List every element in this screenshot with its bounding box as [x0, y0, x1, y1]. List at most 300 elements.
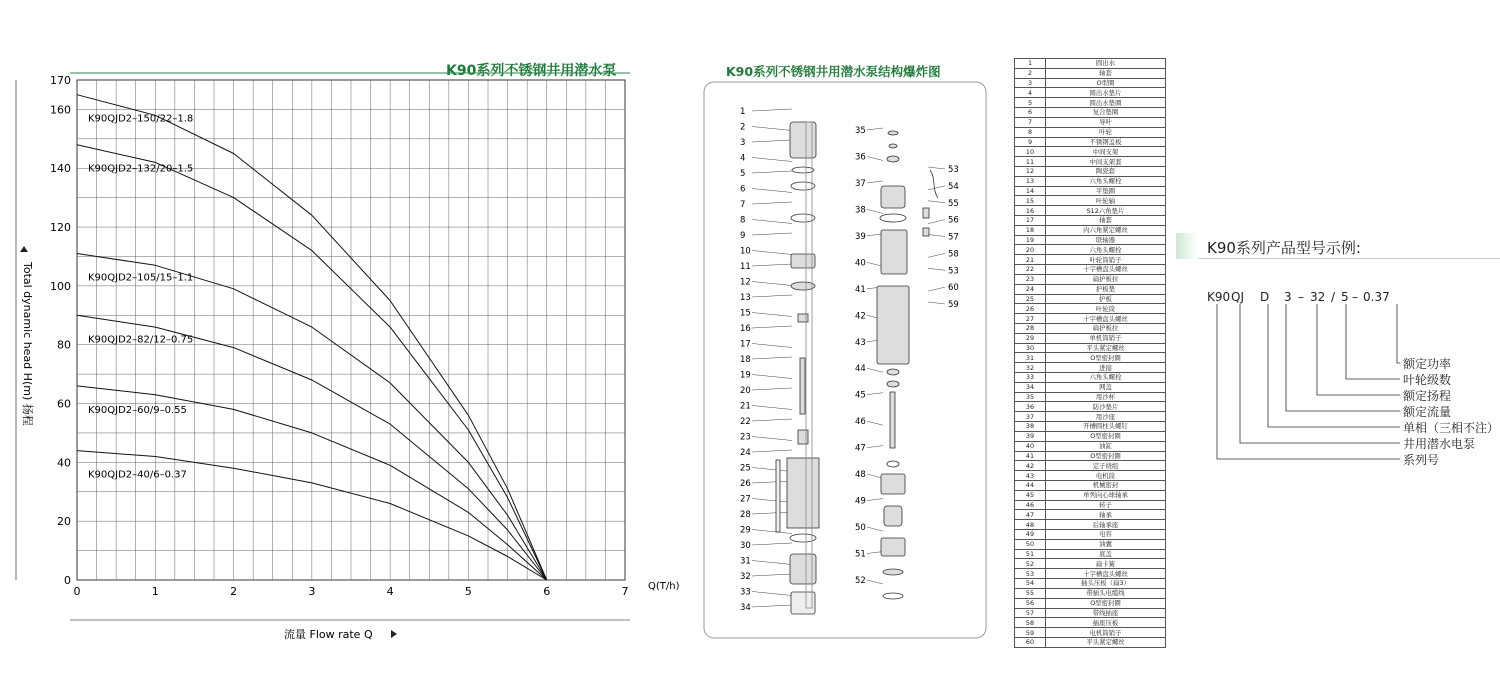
part-name-cell: 复合垫圈 [1046, 108, 1166, 118]
part-number-cell: 47 [1015, 510, 1046, 520]
part-number-cell: 38 [1015, 422, 1046, 432]
leader-line [752, 406, 792, 410]
leader-line [752, 326, 792, 328]
part-number-cell: 24 [1015, 284, 1046, 294]
leader-line [752, 437, 792, 441]
part-label: 21 [740, 401, 751, 412]
leader-line [928, 287, 945, 291]
part-name-cell: 六角头螺栓 [1046, 245, 1166, 255]
part-number-cell: 39 [1015, 431, 1046, 441]
part-name-cell: 叶轮轴 [1046, 196, 1166, 206]
part-label: 45 [855, 390, 866, 401]
part-name-cell: O型密封圈 [1046, 451, 1166, 461]
model-example-accent [1176, 233, 1198, 259]
part-label: 53 [948, 165, 959, 175]
part-label: 15 [740, 308, 751, 319]
table-row [1015, 333, 1166, 343]
part-name-cell: S12六角垫片 [1046, 206, 1166, 216]
part-label: 4 [740, 153, 746, 164]
series-label: K90QJD2–105/15–1.1 [88, 272, 194, 284]
table-row [1015, 451, 1166, 461]
y-tick-label: 100 [50, 279, 71, 293]
part-label: 40 [855, 258, 866, 269]
part-label: 18 [740, 355, 751, 365]
part-number-cell: 34 [1015, 382, 1046, 392]
part-number-cell: 60 [1015, 637, 1046, 647]
part-number-cell: 10 [1015, 147, 1046, 157]
table-row [1015, 255, 1166, 265]
part-label: 24 [740, 448, 751, 458]
model-code-part: – [1352, 290, 1358, 304]
part-label: 34 [740, 603, 751, 613]
part-label: 53 [948, 266, 959, 277]
part-label: 60 [948, 283, 959, 294]
part-number-cell: 49 [1015, 530, 1046, 540]
leader-line [752, 140, 792, 142]
part-label: 5 [740, 169, 746, 179]
table-row [1015, 480, 1166, 490]
part-name-cell: 十字槽盘头螺丝 [1046, 265, 1166, 275]
model-code-part: 3 [1284, 290, 1292, 304]
leader-line [752, 313, 792, 317]
part-name-cell: 联轴器 [1046, 235, 1166, 245]
model-code-part: K90 [1207, 290, 1231, 304]
table-row [1015, 353, 1166, 363]
part-name-cell: O型密封圈 [1046, 431, 1166, 441]
part-number-cell: 14 [1015, 186, 1046, 196]
part-number-cell: 18 [1015, 225, 1046, 235]
part-label: 16 [740, 324, 751, 334]
leader-line [928, 201, 945, 203]
leader-line [867, 128, 883, 130]
leader-line [752, 109, 792, 111]
part-number-cell: 9 [1015, 137, 1046, 147]
part-name-cell: 轴套 [1046, 216, 1166, 226]
part-number-cell: 31 [1015, 353, 1046, 363]
part-label: 52 [855, 576, 866, 586]
chart-grid [77, 80, 625, 580]
part-number-cell: 19 [1015, 235, 1046, 245]
table-row [1015, 166, 1166, 176]
leader-line [752, 344, 792, 348]
part-label: 3 [740, 138, 746, 148]
y-tick-label: 0 [64, 574, 71, 587]
part-label: 17 [740, 339, 751, 350]
pump-parts-left [776, 122, 819, 614]
part-name-cell: 插座压板 [1046, 618, 1166, 628]
y-tick-label: 80 [57, 338, 71, 352]
part-name-cell: 叶轮筒销子 [1046, 255, 1166, 265]
part-name-cell: 进接 [1046, 363, 1166, 373]
leader-line [752, 574, 792, 576]
table-row [1015, 363, 1166, 373]
y-tick-label: 20 [57, 515, 71, 529]
part-label: 54 [948, 181, 959, 192]
part-number-cell: 4 [1015, 88, 1046, 98]
part-label: 58 [948, 249, 959, 260]
part-name-cell: 平头紧定螺丝 [1046, 343, 1166, 353]
part-number-cell: 7 [1015, 117, 1046, 127]
leader-line [867, 499, 883, 501]
table-row [1015, 608, 1166, 618]
part-number-cell: 8 [1015, 127, 1046, 137]
table-row [1015, 265, 1166, 275]
part-label: 23 [740, 432, 751, 443]
part-name-cell: 陶瓷套 [1046, 166, 1166, 176]
chart-title: K90系列不锈钢井用潜水泵 [446, 63, 617, 79]
part-name-cell: 带插头电缆线 [1046, 588, 1166, 598]
table-row [1015, 471, 1166, 481]
part-number-cell: 59 [1015, 628, 1046, 638]
part-number-cell: 17 [1015, 216, 1046, 226]
part-label: 13 [740, 293, 751, 303]
part-label: 27 [740, 494, 751, 505]
model-code-part: – [1298, 290, 1304, 304]
table-row [1015, 569, 1166, 579]
leader-line [867, 474, 883, 478]
part-number-cell: 16 [1015, 206, 1046, 216]
table-row [1015, 78, 1166, 88]
y-axis-label: Total dynamic head H(m) 扬程 [21, 262, 34, 426]
model-legend-label: 单相（三相不注） [1403, 421, 1500, 435]
part-label: 9 [740, 231, 746, 241]
part-number-cell: 35 [1015, 392, 1046, 402]
table-row [1015, 59, 1166, 69]
table-row [1015, 294, 1166, 304]
part-name-cell: 叶轮筒 [1046, 304, 1166, 314]
part-label: 26 [740, 479, 751, 489]
table-row [1015, 500, 1166, 510]
part-label: 57 [948, 232, 959, 243]
table-row [1015, 461, 1166, 471]
leader-line [867, 580, 883, 584]
part-name-cell: 六角头螺栓 [1046, 176, 1166, 186]
series-label: K90QJD2–60/9–0.55 [88, 404, 187, 416]
part-name-cell: 轴承 [1046, 510, 1166, 520]
part-name-cell: 十字槽盘头螺丝 [1046, 314, 1166, 324]
leader-line [928, 235, 945, 237]
table-row [1015, 68, 1166, 78]
part-number-cell: 20 [1015, 245, 1046, 255]
leader-line [928, 302, 945, 304]
part-label: 19 [740, 370, 751, 381]
part-name-cell: 轴套 [1046, 68, 1166, 78]
part-label: 37 [855, 178, 866, 189]
part-name-cell: 圆出水 [1046, 59, 1166, 69]
part-label: 25 [740, 463, 751, 474]
table-row [1015, 176, 1166, 186]
leader-line [752, 530, 792, 534]
part-name-cell: 中间支架 [1046, 147, 1166, 157]
table-row [1015, 343, 1166, 353]
model-legend-label: 额定流量 [1403, 405, 1452, 419]
part-name-cell: 单列向心球轴承 [1046, 490, 1166, 500]
y-tick-label: 40 [57, 456, 71, 470]
part-name-cell: 甩沙杯 [1046, 392, 1166, 402]
part-name-cell: 甩沙座 [1046, 412, 1166, 422]
table-row [1015, 186, 1166, 196]
leader-line [867, 421, 883, 425]
part-label: 41 [855, 284, 866, 295]
part-number-cell: 56 [1015, 598, 1046, 608]
part-number-cell: 32 [1015, 363, 1046, 373]
table-row [1015, 108, 1166, 118]
part-label: 28 [740, 510, 751, 520]
y-tick-label: 140 [50, 162, 71, 176]
x-tick-label: 0 [73, 585, 81, 598]
table-row [1015, 579, 1166, 589]
part-number-cell: 33 [1015, 373, 1046, 383]
table-row [1015, 382, 1166, 392]
part-name-cell: 护板 [1046, 294, 1166, 304]
model-bracket-lines [1180, 300, 1420, 470]
part-label: 7 [740, 200, 746, 210]
part-number-cell: 50 [1015, 539, 1046, 549]
part-name-cell: 转子 [1046, 500, 1166, 510]
table-row [1015, 373, 1166, 383]
table-row [1015, 549, 1166, 559]
exploded-view-title: K90系列不锈钢井用潜水泵结构爆炸图 [726, 64, 941, 79]
leader-line [752, 171, 792, 173]
right-part-labels [928, 165, 959, 310]
part-name-cell: 导叶 [1046, 117, 1166, 127]
part-number-cell: 21 [1015, 255, 1046, 265]
leader-line [928, 268, 945, 270]
table-row [1015, 127, 1166, 137]
part-name-cell: 六角头螺栓 [1046, 373, 1166, 383]
part-number-cell: 52 [1015, 559, 1046, 569]
part-number-cell: 26 [1015, 304, 1046, 314]
part-label: 33 [740, 587, 751, 598]
model-legend-label: 系列号 [1403, 453, 1440, 467]
model-example-rule [1198, 258, 1500, 259]
part-label: 47 [855, 443, 866, 454]
part-label: 32 [740, 572, 751, 582]
part-number-cell: 37 [1015, 412, 1046, 422]
part-label: 49 [855, 496, 866, 507]
part-name-cell: 内六角紧定螺丝 [1046, 225, 1166, 235]
part-name-cell: 油缸 [1046, 441, 1166, 451]
leader-line [752, 189, 792, 193]
x-tick-label: 1 [151, 585, 159, 598]
y-tick-label: 160 [50, 103, 71, 117]
left-part-labels [740, 107, 792, 613]
part-number-cell: 13 [1015, 176, 1046, 186]
model-legend-label: 井用潜水电泵 [1403, 437, 1476, 451]
part-label: 30 [740, 541, 751, 551]
part-name-cell: 圆出水垫圈 [1046, 98, 1166, 108]
series-label: K90QJD2–150/22–1.8 [88, 113, 194, 125]
table-row [1015, 637, 1166, 647]
table-row [1015, 304, 1166, 314]
leader-line [752, 295, 792, 297]
table-row [1015, 206, 1166, 216]
part-number-cell: 41 [1015, 451, 1046, 461]
leader-line [867, 446, 883, 448]
part-name-cell: 电容 [1046, 530, 1166, 540]
table-row [1015, 157, 1166, 167]
table-row [1015, 137, 1166, 147]
leader-line [867, 262, 883, 266]
part-label: 8 [740, 215, 746, 226]
part-name-cell: 单机筒销子 [1046, 333, 1166, 343]
part-number-cell: 44 [1015, 480, 1046, 490]
y-tick-label: 120 [50, 221, 71, 235]
part-number-cell: 36 [1015, 402, 1046, 412]
part-label: 44 [855, 364, 866, 375]
part-name-cell: 防沙垫片 [1046, 402, 1166, 412]
part-name-cell: 网盖 [1046, 382, 1166, 392]
model-legend-label: 叶轮级数 [1403, 373, 1452, 387]
leader-line [867, 552, 883, 554]
leader-line [752, 592, 792, 596]
part-number-cell: 12 [1015, 166, 1046, 176]
pump-parts-mid [806, 122, 938, 608]
part-label: 2 [740, 122, 746, 133]
table-row [1015, 216, 1166, 226]
table-row [1015, 618, 1166, 628]
part-number-cell: 25 [1015, 294, 1046, 304]
leader-line [752, 499, 792, 503]
x-unit-label: Q(T/h) [648, 581, 680, 592]
x-axis-label: 流量 Flow rate Q [284, 628, 373, 641]
leader-line [752, 512, 792, 514]
exploded-diagram [700, 78, 990, 643]
part-number-cell: 55 [1015, 588, 1046, 598]
part-label: 36 [855, 152, 866, 163]
part-name-cell: 电机筒 [1046, 471, 1166, 481]
table-row [1015, 274, 1166, 284]
x-tick-label: 6 [543, 585, 551, 598]
leader-line [752, 450, 792, 452]
part-label: 20 [740, 386, 751, 396]
part-name-cell: 护板垫 [1046, 284, 1166, 294]
table-row [1015, 323, 1166, 333]
part-name-cell: 扁护板拉 [1046, 323, 1166, 333]
part-name-cell: 定子绕组 [1046, 461, 1166, 471]
part-label: 46 [855, 417, 866, 428]
model-code-part: 0.37 [1363, 290, 1390, 304]
leader-line [752, 561, 792, 565]
leader-line [752, 481, 792, 483]
part-label: 43 [855, 337, 866, 348]
part-number-cell: 22 [1015, 265, 1046, 275]
table-row [1015, 588, 1166, 598]
leader-line [928, 220, 945, 224]
part-number-cell: 57 [1015, 608, 1046, 618]
part-name-cell: 扁卡簧 [1046, 559, 1166, 569]
part-number-cell: 15 [1015, 196, 1046, 206]
part-number-cell: 1 [1015, 59, 1046, 69]
part-name-cell: O型圈 [1046, 78, 1166, 88]
leader-line [752, 282, 792, 286]
model-code-part: QJ [1231, 290, 1244, 304]
part-label: 11 [740, 262, 751, 272]
part-name-cell: 带线插座 [1046, 608, 1166, 618]
x-tick-label: 4 [386, 585, 394, 598]
part-label: 29 [740, 525, 751, 536]
leader-line [928, 253, 945, 257]
leader-line [752, 264, 792, 266]
part-number-cell: 45 [1015, 490, 1046, 500]
table-row [1015, 402, 1166, 412]
model-example-title: K90系列产品型号示例: [1207, 239, 1361, 257]
part-number-cell: 58 [1015, 618, 1046, 628]
part-number-cell: 23 [1015, 274, 1046, 284]
performance-chart [0, 0, 700, 700]
part-number-cell: 3 [1015, 78, 1046, 88]
part-name-cell: 油囊 [1046, 539, 1166, 549]
leader-line [928, 186, 945, 190]
part-number-cell: 42 [1015, 461, 1046, 471]
leader-line [752, 357, 792, 359]
leader-line [752, 468, 792, 472]
part-number-cell: 27 [1015, 314, 1046, 324]
part-name-cell: O型密封圈 [1046, 598, 1166, 608]
table-row [1015, 88, 1166, 98]
table-row [1015, 147, 1166, 157]
model-code-part: 5 [1341, 290, 1349, 304]
part-label: 55 [948, 198, 959, 209]
table-row [1015, 441, 1166, 451]
part-name-cell: 扁护板拉 [1046, 274, 1166, 284]
leader-line [752, 375, 792, 379]
leader-line [867, 527, 883, 531]
model-legend-label: 额定功率 [1403, 357, 1452, 371]
table-row [1015, 422, 1166, 432]
leader-line [867, 393, 883, 395]
series-label: K90QJD2–132/20–1.5 [88, 163, 194, 175]
table-row [1015, 510, 1166, 520]
part-number-cell: 2 [1015, 68, 1046, 78]
part-number-cell: 51 [1015, 549, 1046, 559]
part-name-cell: 电机筒销子 [1046, 628, 1166, 638]
part-number-cell: 46 [1015, 500, 1046, 510]
part-number-cell: 30 [1015, 343, 1046, 353]
part-name-cell: 后轴承座 [1046, 520, 1166, 530]
part-number-cell: 53 [1015, 569, 1046, 579]
x-tick-label: 2 [230, 585, 238, 598]
leader-line [867, 156, 883, 160]
x-tick-label: 3 [308, 585, 316, 598]
leader-line [752, 419, 792, 421]
leader-line [867, 181, 883, 183]
part-name-cell: O型密封圈 [1046, 353, 1166, 363]
part-label: 59 [948, 300, 959, 310]
x-tick-label: 5 [464, 585, 472, 598]
part-name-cell: 底盖 [1046, 549, 1166, 559]
part-number-cell: 48 [1015, 520, 1046, 530]
table-row [1015, 392, 1166, 402]
model-code-part: D [1260, 290, 1270, 304]
table-row [1015, 520, 1166, 530]
table-row [1015, 490, 1166, 500]
table-row [1015, 412, 1166, 422]
part-number-cell: 43 [1015, 471, 1046, 481]
table-row [1015, 196, 1166, 206]
part-name-cell: 插头压板（扁3） [1046, 579, 1166, 589]
part-name-cell: 平头紧定螺丝 [1046, 637, 1166, 647]
table-row [1015, 431, 1166, 441]
table-row [1015, 225, 1166, 235]
part-number-cell: 5 [1015, 98, 1046, 108]
parts-table [1014, 58, 1166, 648]
table-row [1015, 245, 1166, 255]
part-name-cell: 中间支架套 [1046, 157, 1166, 167]
series-label: K90QJD2–40/6–0.37 [88, 469, 187, 481]
part-label: 22 [740, 417, 751, 427]
model-code-part: / [1331, 290, 1336, 304]
